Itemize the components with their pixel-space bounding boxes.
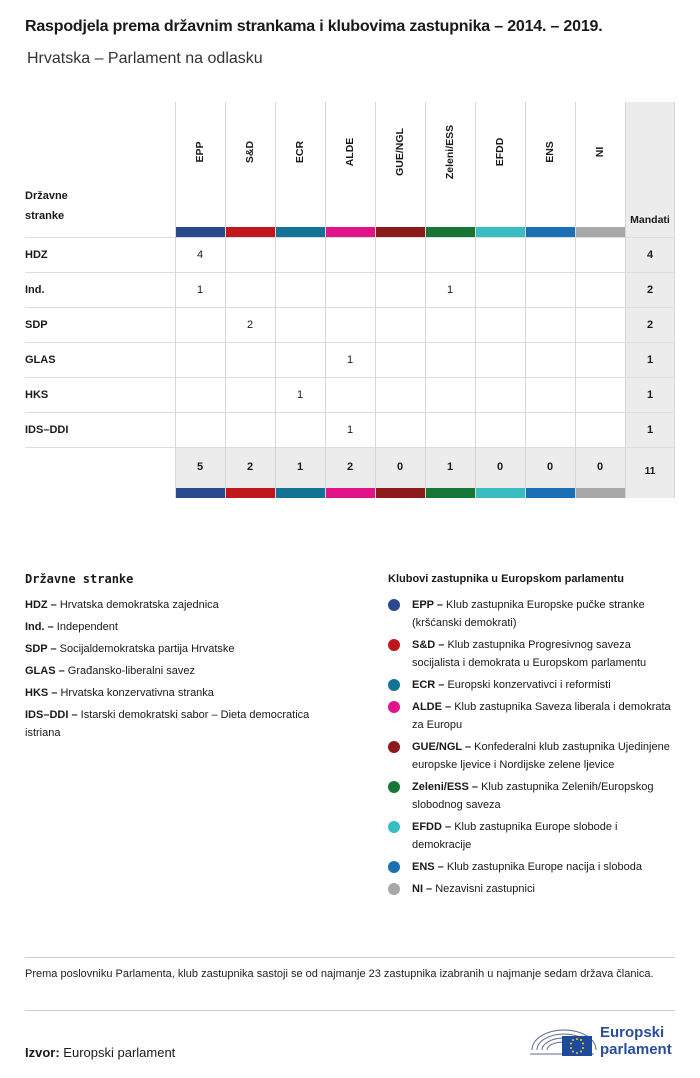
group-legend-abbr: EPP — [412, 599, 434, 611]
group-legend-title: Klubovi zastupnika u Europskom parlamentu — [388, 573, 624, 585]
column-header-label: ECR — [294, 140, 306, 164]
group-color-dot-icon — [388, 701, 400, 713]
group-legend-name: Klub zastupnika Progresivnog saveza socijalista i demokrata u Europskom parlamentu — [412, 639, 647, 669]
mandati-cell: 2 — [646, 284, 654, 296]
table-row-party: HKS — [25, 389, 49, 401]
party-legend-item — [25, 618, 345, 636]
group-legend-item — [388, 880, 678, 898]
legend-separator: – — [48, 687, 61, 699]
row-header-label: Državne stranke — [25, 190, 68, 222]
group-color-dot-icon — [388, 741, 400, 753]
group-color-bar — [275, 488, 325, 498]
column-divider — [625, 102, 626, 498]
source-label: Izvor: — [25, 1045, 60, 1060]
column-header-label: EPP — [194, 141, 206, 163]
row-divider — [25, 412, 675, 413]
mandati-cell: 1 — [646, 424, 654, 436]
group-legend-abbr: EFDD — [412, 821, 442, 833]
source-line — [25, 1045, 175, 1060]
footnote: Prema poslovniku Parlamenta, klub zastupnika sastoji se od najmanje 23 zastupnika izabranih u najmanje sedam država članica. — [25, 968, 654, 980]
row-divider — [25, 272, 675, 273]
group-legend-name: Europski konzervativci i reformisti — [447, 679, 611, 691]
mandati-cell: 2 — [646, 319, 654, 331]
column-header-ecr — [275, 102, 325, 227]
party-legend-item — [25, 662, 345, 680]
group-color-bar — [425, 488, 475, 498]
party-legend-abbr: Ind. — [25, 621, 45, 633]
group-color-dot-icon — [388, 883, 400, 895]
group-color-dot-icon — [388, 599, 400, 611]
group-color-dot-icon — [388, 781, 400, 793]
group-color-bar — [375, 227, 425, 237]
group-legend — [388, 596, 678, 902]
group-color-bar — [575, 488, 625, 498]
group-legend-name: Klub zastupnika Europe nacija i sloboda — [446, 861, 642, 873]
table-cell: 2 — [246, 319, 254, 331]
mandati-cell: 4 — [646, 249, 654, 261]
party-legend-item — [25, 684, 345, 702]
table-cell: 4 — [196, 249, 204, 261]
party-legend-name: Hrvatska konzervativna stranka — [60, 687, 214, 699]
table-cell: 1 — [346, 424, 354, 436]
group-legend-name: Konfederalni klub zastupnika Ujedinjene europske ljevice i Nordijske zelene ljevice — [412, 741, 670, 771]
logo-line-1: Europski — [600, 1024, 665, 1041]
legend-separator: – — [435, 679, 448, 691]
group-color-bar — [475, 488, 525, 498]
column-header-ni — [575, 102, 625, 227]
column-divider — [425, 102, 426, 498]
group-legend-item — [388, 596, 678, 632]
group-legend-name: Klub zastupnika Europe slobode i demokracije — [412, 821, 618, 851]
party-legend-item — [25, 640, 345, 658]
group-legend-item — [388, 778, 678, 814]
group-color-bar — [325, 227, 375, 237]
logo-line-2: parlament — [600, 1041, 672, 1058]
table-row-party: GLAS — [25, 354, 56, 366]
group-color-dot-icon — [388, 639, 400, 651]
group-color-bar — [275, 227, 325, 237]
party-legend-name: Građansko-liberalni savez — [67, 665, 195, 677]
column-header-label: ALDE — [344, 137, 356, 167]
legend-separator: – — [47, 643, 60, 655]
party-legend-abbr: HDZ — [25, 599, 48, 611]
group-legend-abbr: Zeleni/ESS — [412, 781, 469, 793]
legend-separator: – — [44, 621, 57, 633]
column-header-label: GUE/NGL — [394, 128, 406, 176]
group-color-bar — [325, 488, 375, 498]
table-cell: 1 — [446, 284, 454, 296]
column-divider — [375, 102, 376, 498]
party-legend-abbr: IDS–DDI — [25, 709, 69, 721]
group-color-bar — [225, 488, 275, 498]
column-header-label: NI — [594, 146, 606, 158]
legend-separator: – — [434, 861, 447, 873]
group-color-bar — [225, 227, 275, 237]
legend-separator: – — [68, 709, 81, 721]
table-cell: 1 — [346, 354, 354, 366]
seat-distribution-table — [25, 102, 675, 498]
party-legend-item — [25, 596, 345, 614]
total-cell: 0 — [596, 461, 604, 473]
column-header-efdd — [475, 102, 525, 227]
table-row-party: IDS–DDI — [25, 424, 69, 436]
column-header-ens — [525, 102, 575, 227]
legend-separator: – — [441, 701, 455, 713]
group-legend-abbr: S&D — [412, 639, 436, 651]
legend-separator: – — [435, 639, 448, 651]
legend-separator: – — [423, 883, 436, 895]
group-color-bar — [575, 227, 625, 237]
column-divider — [525, 102, 526, 498]
group-legend-abbr: ECR — [412, 679, 436, 691]
group-legend-item — [388, 698, 678, 734]
column-header-label: Zeleni/ESS — [444, 124, 456, 180]
column-divider — [225, 102, 226, 498]
group-legend-abbr: ALDE — [412, 701, 442, 713]
source-value: Europski parlament — [63, 1045, 176, 1060]
party-legend-title: Državne stranke — [25, 572, 134, 586]
legend-separator: – — [55, 665, 68, 677]
column-header-label: EFDD — [494, 137, 506, 167]
group-legend-name: Klub zastupnika Saveza liberala i demokrata za Europu — [412, 701, 671, 731]
column-divider — [175, 102, 176, 498]
group-color-dot-icon — [388, 679, 400, 691]
party-legend — [25, 596, 345, 746]
divider — [25, 1010, 675, 1011]
group-color-dot-icon — [388, 821, 400, 833]
group-legend-item — [388, 818, 678, 854]
column-header-sd — [225, 102, 275, 227]
legend-separator: – — [47, 599, 60, 611]
legend-separator: – — [461, 741, 475, 753]
mandati-header: Mandati — [630, 214, 670, 226]
column-header-guengl — [375, 102, 425, 227]
column-header-zeleniess — [425, 102, 475, 227]
column-header-label: S&D — [244, 140, 256, 164]
group-color-bar — [475, 227, 525, 237]
row-divider — [25, 307, 675, 308]
total-mandati-cell: 11 — [644, 466, 656, 477]
total-cell: 0 — [496, 461, 504, 473]
table-cell: 1 — [296, 389, 304, 401]
table-cell: 1 — [196, 284, 204, 296]
group-legend-item — [388, 676, 678, 694]
column-header-label: ENS — [544, 141, 556, 163]
group-legend-abbr: GUE/NGL — [412, 741, 462, 753]
group-color-bar — [525, 488, 575, 498]
group-color-bar — [525, 227, 575, 237]
group-color-bar — [175, 488, 225, 498]
party-legend-name: Hrvatska demokratska zajednica — [59, 599, 219, 611]
party-legend-abbr: HKS — [25, 687, 49, 699]
group-color-bar — [175, 227, 225, 237]
page-title: Raspodjela prema državnim strankama i klubovima zastupnika – 2014. – 2019. — [25, 18, 603, 35]
row-divider — [25, 342, 675, 343]
row-divider — [25, 237, 675, 238]
legend-separator: – — [468, 781, 482, 793]
mandati-column-background — [625, 102, 675, 498]
table-row-party: HDZ — [25, 249, 48, 261]
group-legend-item — [388, 858, 678, 876]
column-divider — [275, 102, 276, 498]
party-legend-abbr: GLAS — [25, 665, 56, 677]
column-divider — [325, 102, 326, 498]
total-cell: 5 — [196, 461, 204, 473]
party-legend-abbr: SDP — [25, 643, 48, 655]
column-header-alde — [325, 102, 375, 227]
total-cell: 1 — [446, 461, 454, 473]
group-color-dot-icon — [388, 861, 400, 873]
column-header-epp — [175, 102, 225, 227]
mandati-cell: 1 — [646, 389, 654, 401]
group-color-bar — [425, 227, 475, 237]
divider — [25, 957, 675, 958]
column-divider — [475, 102, 476, 498]
group-legend-item — [388, 636, 678, 672]
total-cell: 0 — [396, 461, 404, 473]
group-legend-name: Nezavisni zastupnici — [435, 883, 535, 895]
table-row-party: Ind. — [25, 284, 45, 296]
group-legend-abbr: NI — [412, 883, 423, 895]
logo-wordmark — [600, 1024, 672, 1058]
total-cell: 2 — [246, 461, 254, 473]
party-legend-name: Socijaldemokratska partija Hrvatske — [59, 643, 235, 655]
group-legend-abbr: ENS — [412, 861, 435, 873]
row-divider — [25, 377, 675, 378]
page-subtitle: Hrvatska – Parlament na odlasku — [27, 50, 263, 67]
group-legend-item — [388, 738, 678, 774]
party-legend-name: Istarski demokratski sabor – Dieta democratica istriana — [25, 709, 310, 739]
legend-separator: – — [441, 821, 455, 833]
group-legend-name: Klub zastupnika Zelenih/Europskog slobodnog saveza — [412, 781, 654, 811]
column-divider — [674, 102, 675, 498]
group-color-bar — [375, 488, 425, 498]
party-legend-name: Independent — [56, 621, 118, 633]
legend-separator: – — [433, 599, 447, 611]
table-row-party: SDP — [25, 319, 48, 331]
total-cell: 2 — [346, 461, 354, 473]
row-divider — [25, 447, 675, 448]
total-cell: 1 — [296, 461, 304, 473]
party-legend-item — [25, 706, 345, 742]
group-legend-name: Klub zastupnika Europske pučke stranke (kršćanski demokrati) — [412, 599, 645, 629]
total-cell: 0 — [546, 461, 554, 473]
column-divider — [575, 102, 576, 498]
mandati-cell: 1 — [646, 354, 654, 366]
